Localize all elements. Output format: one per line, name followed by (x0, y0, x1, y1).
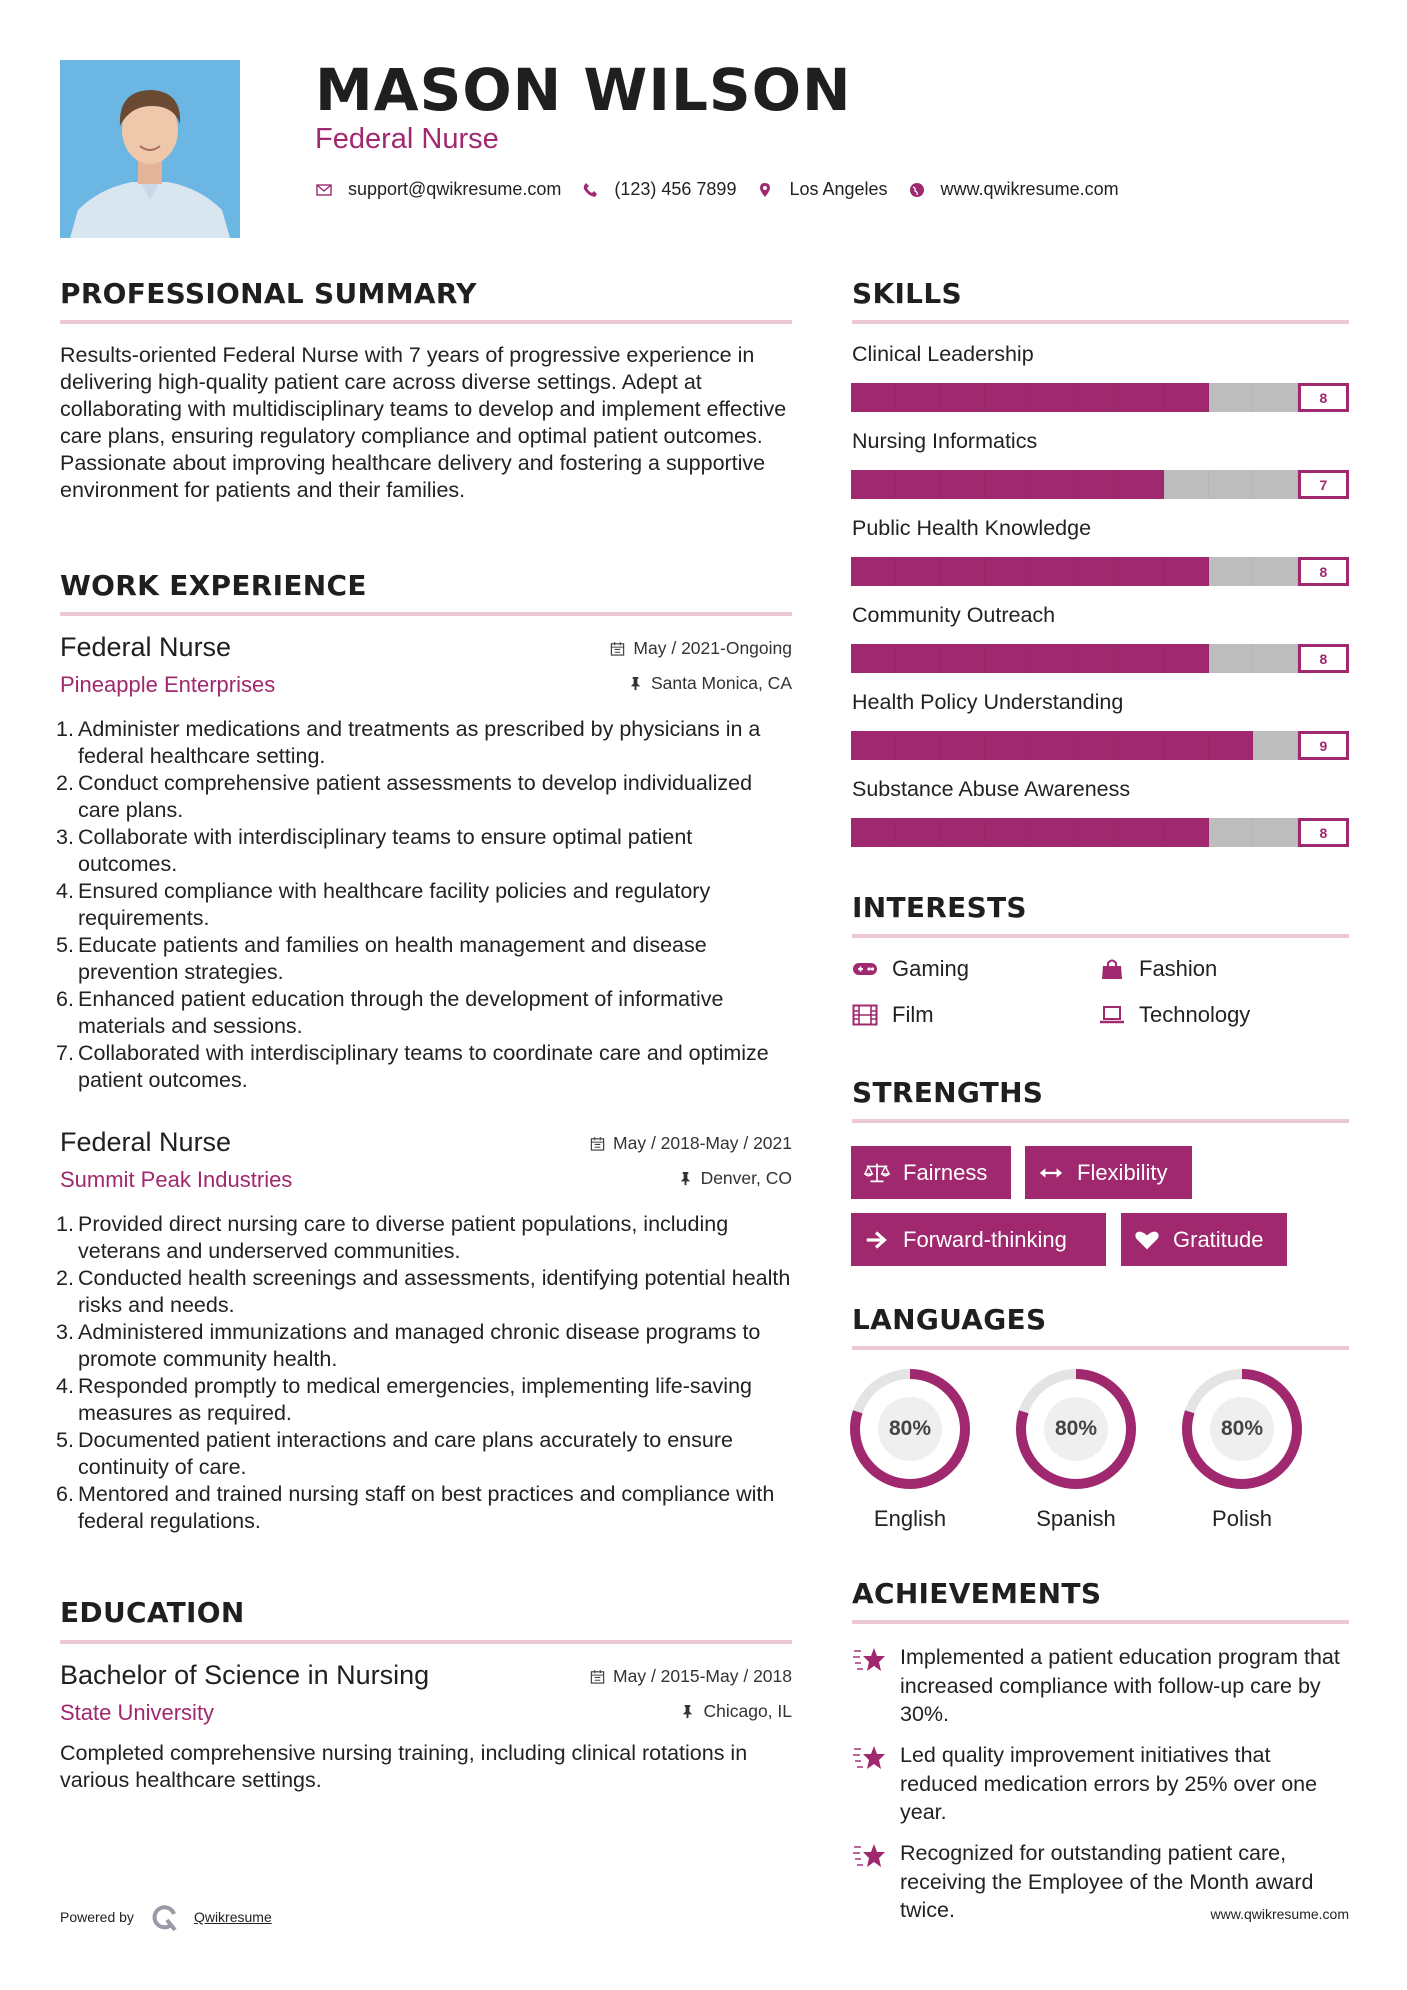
language-percent: 80% (1054, 1417, 1098, 1440)
rating-segment (1119, 557, 1164, 586)
section-divider (852, 1119, 1349, 1123)
rating-segment (1119, 644, 1164, 673)
skill-score: 8 (1298, 383, 1349, 412)
rating-segment (985, 383, 1030, 412)
job-company: Summit Peak Industries (60, 1167, 293, 1192)
interest-gaming: Gaming (852, 956, 969, 982)
skill-label: Health Policy Understanding (852, 690, 1124, 714)
skill-score: 8 (1298, 818, 1349, 847)
rating-segment (940, 470, 985, 499)
rating-segment (940, 731, 985, 760)
degree: Bachelor of Science in Nursing (60, 1660, 430, 1690)
person-photo-icon (60, 60, 240, 238)
candidate-title: Federal Nurse (315, 123, 499, 155)
rating-segment (1164, 383, 1209, 412)
interests-heading: INTERESTS (852, 891, 1027, 924)
language-name: English (873, 1506, 947, 1531)
skill-label: Public Health Knowledge (852, 516, 1092, 540)
job-location: Santa Monica, CA (628, 673, 792, 694)
profile-photo (60, 60, 240, 238)
strength-badge-gratitude: Gratitude (1121, 1213, 1287, 1266)
footer-website[interactable]: www.qwikresume.com (1210, 1906, 1349, 1922)
achievements-heading: ACHIEVEMENTS (852, 1577, 1102, 1610)
duty-item: Enhanced patient education through the development of informative materials and sessions. (78, 987, 724, 1038)
phone-text: (123) 456 7899 (614, 179, 737, 199)
rating-segment (1164, 557, 1209, 586)
rating-segment (985, 470, 1030, 499)
arrow-right-icon (863, 1228, 891, 1252)
rating-segment (851, 644, 896, 673)
summary-heading: PROFESSIONAL SUMMARY (60, 277, 477, 310)
skill-rating-bar (851, 383, 1349, 412)
duty-item: Provided direct nursing care to diverse patient populations, including veterans and underserved communities. (78, 1212, 729, 1263)
strength-badge-fairness: Fairness (851, 1146, 1011, 1199)
strength-badge-forward-thinking: Forward-thinking (851, 1213, 1106, 1266)
duty-item: Mentored and trained nursing staff on best practices and compliance with federal regulations. (78, 1482, 775, 1533)
job-dates: May / 2021-Ongoing (610, 638, 792, 659)
rating-segment (1253, 470, 1298, 499)
section-divider (852, 934, 1349, 938)
rating-segment (851, 470, 896, 499)
job-duties (60, 1211, 792, 1535)
rating-segment (940, 557, 985, 586)
envelope-icon (315, 181, 333, 199)
languages-heading: LANGUAGES (852, 1303, 1047, 1336)
education-heading: EDUCATION (60, 1596, 245, 1629)
skill-rating-bar (851, 731, 1349, 760)
duty-item: Documented patient interactions and care plans accurately to ensure continuity of care. (78, 1428, 733, 1479)
contact-email[interactable] (315, 179, 561, 200)
duty-item: Administered immunizations and managed chronic disease programs to promote community health. (78, 1320, 761, 1371)
achievement-item: Led quality improvement initiatives that reduced medication errors by 25% over one year. (852, 1741, 1349, 1827)
interest-fashion: Fashion (1099, 956, 1217, 982)
section-divider (60, 612, 792, 616)
job-location: Denver, CO (678, 1168, 792, 1189)
rating-segment (896, 818, 941, 847)
arrows-horizontal-icon (1037, 1161, 1065, 1185)
rating-segment (896, 557, 941, 586)
skill-score: 8 (1298, 557, 1349, 586)
contact-phone[interactable] (581, 179, 736, 200)
skill-label: Substance Abuse Awareness (852, 777, 1131, 801)
rating-segment (1164, 731, 1209, 760)
rating-segment (1030, 644, 1075, 673)
duty-item: Conduct comprehensive patient assessments to develop individualized care plans. (78, 771, 753, 822)
rating-segment (1074, 818, 1119, 847)
duty-item: Educate patients and families on health management and disease prevention strategies. (78, 933, 707, 984)
qwikresume-logo-icon (150, 1902, 180, 1932)
film-icon (852, 1004, 878, 1026)
language-item (848, 1367, 972, 1532)
laptop-icon (1099, 1004, 1125, 1026)
skill-score: 9 (1298, 731, 1349, 760)
location-text: Los Angeles (789, 179, 888, 199)
rating-segment (1209, 731, 1254, 760)
duty-item: Ensured compliance with healthcare facility policies and regulatory requirements. (78, 879, 711, 930)
rating-segment (1074, 383, 1119, 412)
summary-text: Results-oriented Federal Nurse with 7 years of progressive experience in delivering high-quality patient care across diverse settings. Adept at collaborating with multidisciplinary teams to develop and implement effective care plans, ensuring regulatory compliance and optimal patient outcomes. Passionate about improving healthcare delivery and fostering a supportive environment for patients and their families. (60, 343, 787, 502)
rating-segment (1030, 383, 1075, 412)
language-item (1180, 1367, 1304, 1532)
rating-segment (1119, 470, 1164, 499)
skill-label: Clinical Leadership (852, 342, 1034, 366)
rating-segment (1209, 644, 1254, 673)
calendar-icon (590, 1136, 605, 1151)
rating-segment (1164, 644, 1209, 673)
powered-by: Powered by Qwikresume (60, 1902, 272, 1932)
rating-segment (1209, 557, 1254, 586)
rating-segment (1253, 383, 1298, 412)
contact-row (315, 179, 1139, 200)
rating-segment (940, 644, 985, 673)
rating-segment (1164, 818, 1209, 847)
skill-label: Nursing Informatics (852, 429, 1038, 453)
contact-website[interactable] (908, 179, 1119, 200)
website-text: www.qwikresume.com (940, 179, 1119, 199)
skills-heading: SKILLS (852, 277, 962, 310)
pushpin-icon (628, 676, 643, 691)
achievement-item: Implemented a patient education program that increased compliance with follow-up care by 30%. (852, 1643, 1349, 1729)
school: State University (60, 1700, 215, 1725)
rating-segment (940, 383, 985, 412)
skill-label: Community Outreach (852, 603, 1056, 627)
rating-segment (1119, 818, 1164, 847)
section-divider (852, 1620, 1349, 1624)
rating-segment (1119, 383, 1164, 412)
rating-segment (1074, 557, 1119, 586)
interest-film: Film (852, 1002, 934, 1028)
contact-location (756, 179, 887, 200)
calendar-icon (590, 1669, 605, 1684)
shooting-star-icon (852, 1743, 886, 1773)
interest-technology: Technology (1099, 1002, 1250, 1028)
rating-segment (1253, 644, 1298, 673)
strengths-heading: STRENGTHS (852, 1076, 1044, 1109)
duty-item: Responded promptly to medical emergencies, implementing life-saving measures as required. (78, 1374, 752, 1425)
rating-segment (896, 731, 941, 760)
job-title: Federal Nurse (60, 632, 232, 662)
rating-segment (1253, 818, 1298, 847)
rating-segment (985, 644, 1030, 673)
section-divider (60, 1640, 792, 1644)
education-dates: May / 2015-May / 2018 (590, 1666, 792, 1687)
duty-item: Administer medications and treatments as prescribed by physicians in a federal healthcare setting. (78, 717, 761, 768)
language-name: Polish (1212, 1506, 1272, 1531)
skill-rating-bar (851, 818, 1349, 847)
rating-segment (1030, 731, 1075, 760)
rating-segment (1209, 383, 1254, 412)
rating-segment (1164, 470, 1209, 499)
job-title: Federal Nurse (60, 1127, 232, 1157)
job-dates: May / 2018-May / 2021 (590, 1133, 792, 1154)
rating-segment (1074, 470, 1119, 499)
rating-segment (1209, 818, 1254, 847)
calendar-icon (610, 641, 625, 656)
rating-segment (1253, 731, 1298, 760)
duty-item: Collaborate with interdisciplinary teams to ensure optimal patient outcomes. (78, 825, 693, 876)
rating-segment (1119, 731, 1164, 760)
qwikresume-link[interactable]: Qwikresume (193, 1909, 272, 1925)
balance-scale-icon (863, 1161, 891, 1185)
gamepad-icon (852, 958, 878, 980)
heart-icon (1133, 1228, 1161, 1252)
rating-segment (1030, 470, 1075, 499)
shooting-star-icon (852, 1841, 886, 1871)
rating-segment (851, 557, 896, 586)
education-description: Completed comprehensive nursing training, including clinical rotations in various healthcare settings. (60, 1741, 748, 1792)
section-divider (60, 320, 792, 324)
candidate-name: MASON WILSON (315, 56, 852, 124)
section-divider (852, 320, 1349, 324)
skill-score: 8 (1298, 644, 1349, 673)
rating-segment (1209, 470, 1254, 499)
language-percent: 80% (1220, 1417, 1264, 1440)
rating-segment (1074, 644, 1119, 673)
rating-segment (851, 818, 896, 847)
rating-segment (1074, 731, 1119, 760)
job-company: Pineapple Enterprises (60, 672, 276, 697)
duty-item: Conducted health screenings and assessments, identifying potential health risks and needs. (78, 1266, 791, 1317)
pushpin-icon (678, 1171, 693, 1186)
rating-segment (940, 818, 985, 847)
phone-icon (581, 181, 599, 199)
rating-segment (1030, 557, 1075, 586)
language-item (1014, 1367, 1138, 1532)
globe-icon (908, 181, 926, 199)
rating-segment (896, 383, 941, 412)
email-text: support@qwikresume.com (348, 179, 562, 199)
pushpin-icon (680, 1704, 695, 1719)
rating-segment (896, 644, 941, 673)
skill-rating-bar (851, 557, 1349, 586)
skill-rating-bar (851, 470, 1349, 499)
section-divider (852, 1346, 1349, 1350)
skill-rating-bar (851, 644, 1349, 673)
job-duties (60, 716, 792, 1094)
rating-segment (1030, 818, 1075, 847)
education-location: Chicago, IL (680, 1701, 792, 1722)
experience-heading: WORK EXPERIENCE (60, 569, 367, 602)
rating-segment (985, 818, 1030, 847)
language-percent: 80% (888, 1417, 932, 1440)
achievement-item: Recognized for outstanding patient care, receiving the Employee of the Month award twice. (852, 1839, 1349, 1925)
skill-score: 7 (1298, 470, 1349, 499)
rating-segment (1253, 557, 1298, 586)
duty-item: Collaborated with interdisciplinary teams to coordinate care and optimize patient outcomes. (78, 1041, 769, 1092)
rating-segment (851, 731, 896, 760)
shopping-bag-icon (1099, 958, 1125, 980)
rating-segment (985, 731, 1030, 760)
shooting-star-icon (852, 1645, 886, 1675)
strength-badge-flexibility: Flexibility (1025, 1146, 1192, 1199)
rating-segment (896, 470, 941, 499)
language-name: Spanish (1036, 1506, 1116, 1531)
map-pin-icon (756, 181, 774, 199)
rating-segment (851, 383, 896, 412)
rating-segment (985, 557, 1030, 586)
